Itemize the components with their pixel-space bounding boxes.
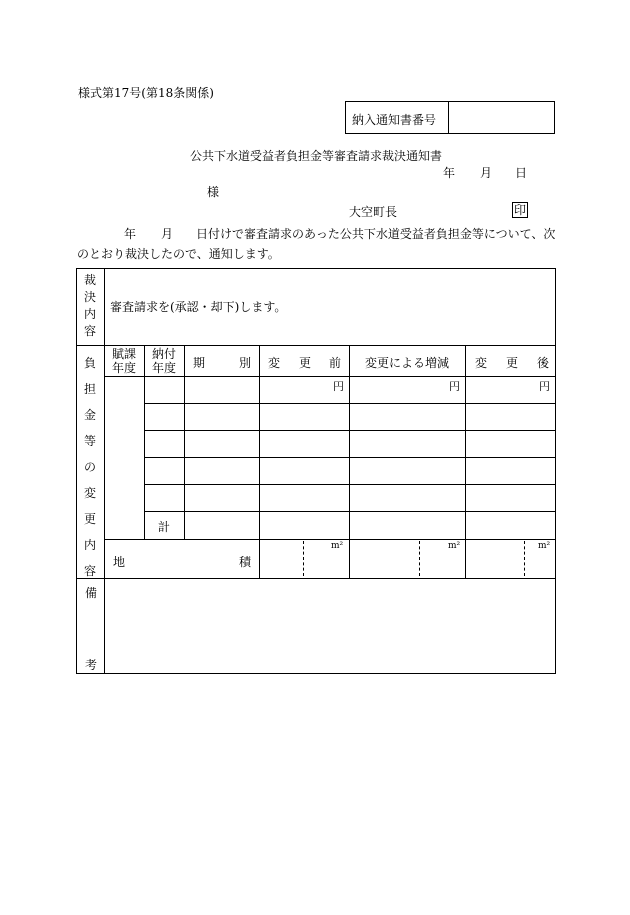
header-before-3: 前	[329, 356, 342, 370]
yen-unit-after: 円	[539, 380, 550, 393]
land-area-label-2: 積	[239, 555, 252, 569]
header-after-3: 後	[537, 356, 550, 370]
area-unit-after: m²	[538, 541, 551, 551]
form-number: 様式第17号(第18条関係)	[78, 86, 214, 100]
total-label: 計	[157, 520, 170, 534]
area-unit-before: m²	[331, 541, 344, 551]
date-day: 日	[515, 166, 528, 180]
notice-number-label: 納入通知書番号	[352, 113, 437, 127]
date-year: 年	[443, 166, 456, 180]
header-before-1: 変	[268, 356, 281, 370]
seal-mark: 印	[514, 203, 527, 217]
decision-text: 審査請求を(承認・却下)します。	[110, 300, 287, 314]
date-month: 月	[480, 166, 493, 180]
header-nofu-nendo: 納付 年度	[151, 347, 176, 375]
header-fuka-nendo: 賦課 年度	[111, 347, 136, 375]
header-kibetsu-1: 期	[193, 356, 206, 370]
body-line2: のとおり裁決したので、通知します。	[77, 247, 280, 261]
yen-unit-delta: 円	[449, 380, 460, 393]
issuer: 大空町長	[349, 205, 398, 219]
remarks-label-top: 備	[85, 586, 98, 600]
header-before-2: 更	[299, 356, 312, 370]
main-table	[76, 268, 556, 674]
header-after-1: 変	[475, 356, 488, 370]
body-year: 年	[124, 227, 137, 241]
notice-number-field[interactable]	[450, 103, 552, 132]
body-month: 月	[161, 227, 174, 241]
decision-label: 裁 決 内 容	[83, 273, 96, 338]
body-line1: 日付けで審査請求のあった公共下水道受益者負担金等について、次	[196, 227, 556, 241]
header-kibetsu-2: 別	[239, 356, 252, 370]
document-title: 公共下水道受益者負担金等審査請求裁決通知書	[190, 149, 443, 163]
land-area-label-1: 地	[113, 555, 126, 569]
yen-unit-before: 円	[333, 380, 344, 393]
notice-number-box	[345, 101, 555, 134]
addressee-suffix: 様	[207, 185, 220, 199]
change-section-label: 負 担 金 等 の 変 更 内 容	[83, 356, 96, 578]
area-unit-delta: m²	[448, 541, 461, 551]
header-after-2: 更	[506, 356, 519, 370]
remarks-label-bottom: 考	[85, 658, 98, 672]
header-delta: 変更による増減	[364, 356, 449, 370]
